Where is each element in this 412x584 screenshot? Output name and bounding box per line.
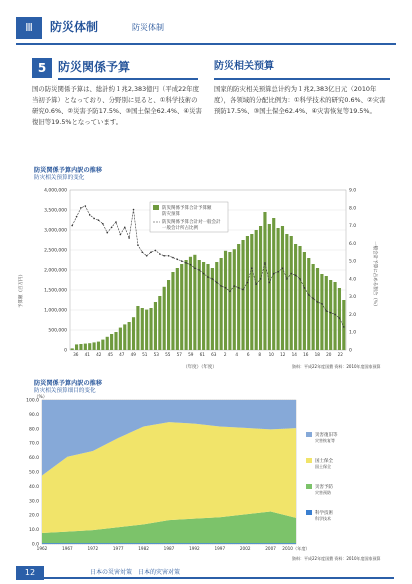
budget-bar	[84, 344, 87, 350]
budget-bar	[320, 274, 323, 350]
chart1-ytick: 4,000,000	[44, 188, 67, 194]
paragraph-jp: 国の防災関係予算は、総計約１兆2,383億円（平成22年度当初予算）となっており、分野別に見ると、①科学技術の研究0.6%、②災害予防17.5%、③国土保全62.4%、④災害復旧等19.5%となっています。	[32, 85, 202, 126]
chart1-xtick: 18	[314, 352, 320, 357]
budget-bar	[198, 260, 201, 350]
budget-bar	[215, 262, 218, 350]
legend-bar-label-cn: 防灾预算	[162, 212, 180, 217]
chart2-ytick: 20.0	[28, 513, 39, 519]
budget-bar	[79, 344, 82, 350]
chart2-svg	[0, 392, 412, 564]
ratio-point	[255, 283, 257, 285]
ratio-point	[238, 287, 240, 289]
page-footer	[0, 566, 412, 584]
ratio-point	[242, 289, 244, 291]
budget-bar	[163, 287, 166, 350]
chart1-xtick: 61	[199, 352, 205, 357]
budget-bar	[259, 226, 262, 350]
chart2-xtick: 1962	[36, 546, 48, 551]
chart1-xtick: 51	[142, 352, 148, 357]
chapter-title: 防災体制	[50, 20, 99, 34]
ratio-point	[334, 314, 336, 316]
chart2-legend-label: 災害復旧等	[315, 433, 338, 438]
budget-bar	[241, 240, 244, 350]
chart1-y2tick: 9.0	[349, 188, 357, 194]
ratio-point	[282, 267, 284, 269]
ratio-point	[269, 282, 271, 284]
chart2-xtick: 2007	[265, 546, 276, 551]
legend-line-label-cn: 一般会计所占比例	[162, 226, 198, 231]
chart2-subtitle: 防灾相关预算细目的变化	[34, 388, 96, 394]
chart2-ytick: 10.0	[28, 528, 39, 534]
chart1-y2tick: 4.0	[349, 277, 357, 283]
ratio-point	[137, 244, 139, 246]
chart1-xtick: 53	[153, 352, 159, 357]
chart2-xtick: 1992	[189, 546, 200, 551]
budget-bar	[110, 334, 113, 350]
paragraph-cn: 国家的防灾相关预算总计约为１兆2,383亿日元（2010年度），各领域的分配比例为：①科学技术的研究0.6%、②灾害预防17.5%、③国土保全62.4%、④灾害恢复等19.5%。	[214, 85, 386, 115]
ratio-point	[102, 223, 104, 225]
budget-bar	[119, 328, 122, 350]
chart1-y2tick: 3.0	[349, 295, 357, 301]
ratio-point	[106, 232, 108, 234]
footer-rule	[44, 577, 394, 579]
budget-bar	[233, 249, 236, 350]
budget-bar	[338, 288, 341, 350]
budget-bar	[312, 264, 315, 350]
chart1-xtick: 6	[246, 352, 250, 357]
chart2-legend-label: 災害予防	[315, 485, 333, 490]
chart1-xtick: 2	[223, 352, 227, 357]
ratio-point	[299, 278, 301, 280]
chart1-xtick: 36	[73, 352, 79, 357]
area-0	[42, 543, 296, 544]
budget-bar	[71, 348, 74, 350]
ratio-point	[225, 287, 227, 289]
budget-bar	[132, 317, 135, 350]
chart2-legend-label-cn: 灾害恢复等	[315, 438, 335, 443]
budget-bar	[224, 251, 227, 350]
chart1-xlabel: （年度）（年度）	[183, 365, 217, 370]
budget-bar	[106, 337, 109, 350]
budget-bar	[228, 252, 231, 350]
ratio-point	[247, 282, 249, 284]
ratio-point	[181, 260, 183, 262]
budget-bar	[97, 342, 100, 350]
chart1-xtick: 22	[337, 352, 343, 357]
budget-bar	[185, 260, 188, 350]
budget-bar	[268, 224, 271, 350]
legend-bar-swatch	[153, 205, 159, 210]
ratio-point	[251, 267, 253, 269]
chart2-xtick: 2002	[239, 546, 251, 551]
ratio-point	[330, 312, 332, 314]
chart2-xtick: 1977	[112, 546, 124, 551]
ratio-point	[216, 282, 218, 284]
chart2-unit: （%）	[34, 395, 48, 400]
chart1-y2tick: 0	[349, 348, 352, 354]
chart2-xtick: 1972	[87, 546, 99, 551]
chart1-ytick: 3,500,000	[44, 208, 67, 214]
chart2-legend-label-cn: 科学技术	[315, 516, 331, 521]
ratio-point	[198, 269, 200, 271]
budget-bar	[145, 310, 148, 350]
ratio-point	[312, 298, 314, 300]
budget-bar	[303, 252, 306, 350]
budget-bar	[255, 230, 258, 350]
chart2-title: 防災関係予算内訳の推移	[34, 380, 103, 387]
budget-bar	[333, 282, 336, 350]
ratio-point	[76, 216, 78, 218]
chart2-legend-swatch	[306, 510, 312, 515]
ratio-point	[120, 234, 122, 236]
budget-bar	[202, 262, 205, 350]
budget-bar	[154, 302, 157, 350]
ratio-point	[295, 275, 297, 277]
chart1-xtick: 55	[165, 352, 171, 357]
ratio-point	[80, 207, 82, 209]
left-axis-label: 予算額（百万円）	[19, 272, 24, 308]
section-title-cn: 防災相关预算	[214, 58, 390, 80]
chart2-xtick: 1997	[214, 546, 226, 551]
chart1-xtick: 57	[176, 352, 182, 357]
budget-bar	[167, 280, 170, 350]
ratio-point	[203, 273, 205, 275]
chart2-ytick: 30.0	[28, 499, 39, 505]
ratio-point	[128, 237, 130, 239]
budget-bar	[193, 255, 196, 350]
ratio-point	[229, 291, 231, 293]
right-axis-label: 一般会計予算に占める割合（％）	[372, 241, 377, 309]
ratio-point	[308, 294, 310, 296]
page-number: 12	[16, 566, 44, 580]
budget-bar	[158, 296, 161, 350]
legend-line-label: 防災関係予算合計対一般会計	[162, 220, 221, 225]
ratio-point	[141, 251, 143, 253]
budget-bar	[325, 276, 328, 350]
chart2-source: 資料：平成22年度国費 资料：2010年度国家预算	[292, 556, 381, 561]
ratio-point	[321, 303, 323, 305]
budget-bar	[237, 244, 240, 350]
page-header	[16, 13, 396, 45]
budget-bar	[290, 236, 293, 350]
ratio-point	[304, 287, 306, 289]
chart2-xtick: 1987	[163, 546, 175, 551]
chart1-ytick: 3,000,000	[44, 228, 67, 234]
chart2-ytick: 90.0	[28, 412, 39, 418]
chart2-ytick: 60.0	[28, 456, 39, 462]
budget-bar	[176, 268, 179, 350]
budget-bar	[250, 234, 253, 350]
ratio-point	[185, 262, 187, 264]
chart1-ytick: 1,500,000	[44, 288, 67, 294]
chart2-xtick: 1967	[62, 546, 73, 551]
budget-bar	[128, 322, 131, 350]
chart1-xtick: 41	[84, 352, 90, 357]
chart1-source: 資料：平成22年度国費 资料：2010年度国家预算	[292, 364, 381, 369]
chart2-ytick: 70.0	[28, 441, 39, 447]
chart1-y2tick: 1.0	[349, 330, 357, 336]
budget-bar	[294, 244, 297, 350]
chart1-y2tick: 2.0	[349, 312, 357, 318]
ratio-point	[190, 264, 192, 266]
budget-bar	[88, 343, 91, 350]
chart2-xtick: 1982	[138, 546, 149, 551]
budget-bar	[277, 228, 280, 350]
ratio-point	[177, 259, 179, 261]
budget-bar	[75, 344, 78, 350]
chart1-y2tick: 6.0	[349, 241, 357, 247]
section-title: 防災関係予算	[58, 58, 198, 80]
ratio-point	[155, 250, 157, 252]
chart1-title: 防災関係予算内訳の推移	[34, 167, 103, 174]
ratio-point	[85, 205, 87, 207]
budget-bar	[136, 306, 139, 350]
ratio-point	[89, 214, 91, 216]
ratio-point	[212, 278, 214, 280]
ratio-point	[277, 271, 279, 273]
chart2-ytick: 0.0	[31, 542, 39, 548]
budget-bar	[316, 268, 319, 350]
chart1-xtick: 20	[326, 352, 332, 357]
budget-bar	[93, 342, 96, 350]
chart1-xtick: 45	[107, 352, 113, 357]
budget-bar	[272, 218, 275, 350]
chart1-y2tick: 7.0	[349, 224, 357, 230]
chart1-ytick: 1,000,000	[44, 308, 67, 314]
ratio-point	[233, 285, 235, 287]
ratio-point	[317, 301, 319, 303]
ratio-point	[124, 227, 126, 229]
chart1-subtitle: 防灾相关预算的变化	[34, 175, 85, 181]
ratio-point	[194, 267, 196, 269]
budget-bar	[281, 226, 284, 350]
ratio-point	[220, 285, 222, 287]
ratio-point	[339, 317, 341, 319]
budget-bar	[171, 272, 174, 350]
chart1-xtick: 12	[280, 352, 286, 357]
ratio-point	[93, 218, 95, 220]
chart1-y2tick: 5.0	[349, 259, 357, 265]
chapter-number: Ⅲ	[16, 17, 42, 39]
ratio-point	[150, 251, 152, 253]
chart2-legend-label: 国土保全	[315, 459, 333, 464]
chart2-legend-label: 科学技術	[315, 511, 333, 516]
ratio-point	[290, 273, 292, 275]
footer-text: 日本の災害対策 日本的灾害对策	[90, 569, 181, 576]
ratio-point	[163, 255, 165, 257]
budget-bar	[149, 308, 152, 350]
chart2-legend-swatch	[306, 432, 312, 437]
ratio-point	[207, 276, 209, 278]
chart2-ytick: 80.0	[28, 427, 39, 433]
budget-bar	[285, 234, 288, 350]
budget-bar	[307, 258, 310, 350]
ratio-point	[260, 278, 262, 280]
chart1-xtick: 47	[119, 352, 125, 357]
ratio-point	[159, 253, 161, 255]
chart2-xtick: 2010（年度）	[282, 546, 310, 551]
chart2-legend-label-cn: 灾害预防	[315, 490, 331, 495]
ratio-point	[286, 278, 288, 280]
chart1-xtick: 42	[96, 352, 102, 357]
chart2-ytick: 40.0	[28, 484, 39, 490]
ratio-point	[98, 219, 100, 221]
ratio-point	[133, 209, 135, 211]
chart1-svg	[0, 180, 412, 375]
ratio-point	[264, 262, 266, 264]
chart1-xtick: 59	[188, 352, 194, 357]
chart2-legend-swatch	[306, 458, 312, 463]
budget-bar	[180, 264, 183, 350]
chart1-xtick: 10	[268, 352, 274, 357]
chart1-xtick: 14	[291, 352, 297, 357]
chart1-ytick: 2,000,000	[44, 268, 67, 274]
ratio-point	[273, 273, 275, 275]
ratio-point	[146, 255, 148, 257]
chart2-ytick: 100.0	[26, 398, 39, 404]
chart1-ytick: 2,500,000	[44, 248, 67, 254]
ratio-point	[172, 257, 174, 259]
budget-bar	[298, 246, 301, 350]
chart1-xtick: 8	[258, 352, 262, 357]
budget-bar	[123, 324, 126, 350]
ratio-point	[111, 227, 113, 229]
budget-bar	[246, 236, 249, 350]
budget-bar	[101, 340, 104, 350]
budget-bar	[211, 268, 214, 350]
chapter-subtitle: 防災体制	[132, 23, 164, 32]
chart1-xtick: 63	[211, 352, 217, 357]
legend-bar-label: 防災関係予算合計予算額	[162, 206, 212, 211]
chart1-ytick: 0	[64, 348, 67, 354]
budget-bar	[114, 332, 117, 350]
chart1-xtick: 49	[130, 352, 136, 357]
ratio-point	[343, 326, 345, 328]
budget-bar	[263, 212, 266, 350]
budget-bar	[141, 308, 144, 350]
chart1-xtick: 16	[303, 352, 309, 357]
ratio-point	[71, 225, 73, 227]
chart2-legend-label-cn: 国土保全	[315, 464, 331, 469]
chart2-legend-swatch	[306, 484, 312, 489]
chart1-ytick: 500,000	[48, 328, 67, 334]
ratio-point	[115, 221, 117, 223]
chart1-y2tick: 8.0	[349, 206, 357, 212]
ratio-point	[168, 255, 170, 257]
ratio-point	[325, 310, 327, 312]
section-number: 5	[32, 58, 52, 78]
budget-bar	[189, 257, 192, 350]
chart2-ytick: 50.0	[28, 470, 39, 476]
budget-bar	[329, 280, 332, 350]
budget-bar	[220, 258, 223, 350]
chart1-xtick: 4	[235, 352, 239, 357]
